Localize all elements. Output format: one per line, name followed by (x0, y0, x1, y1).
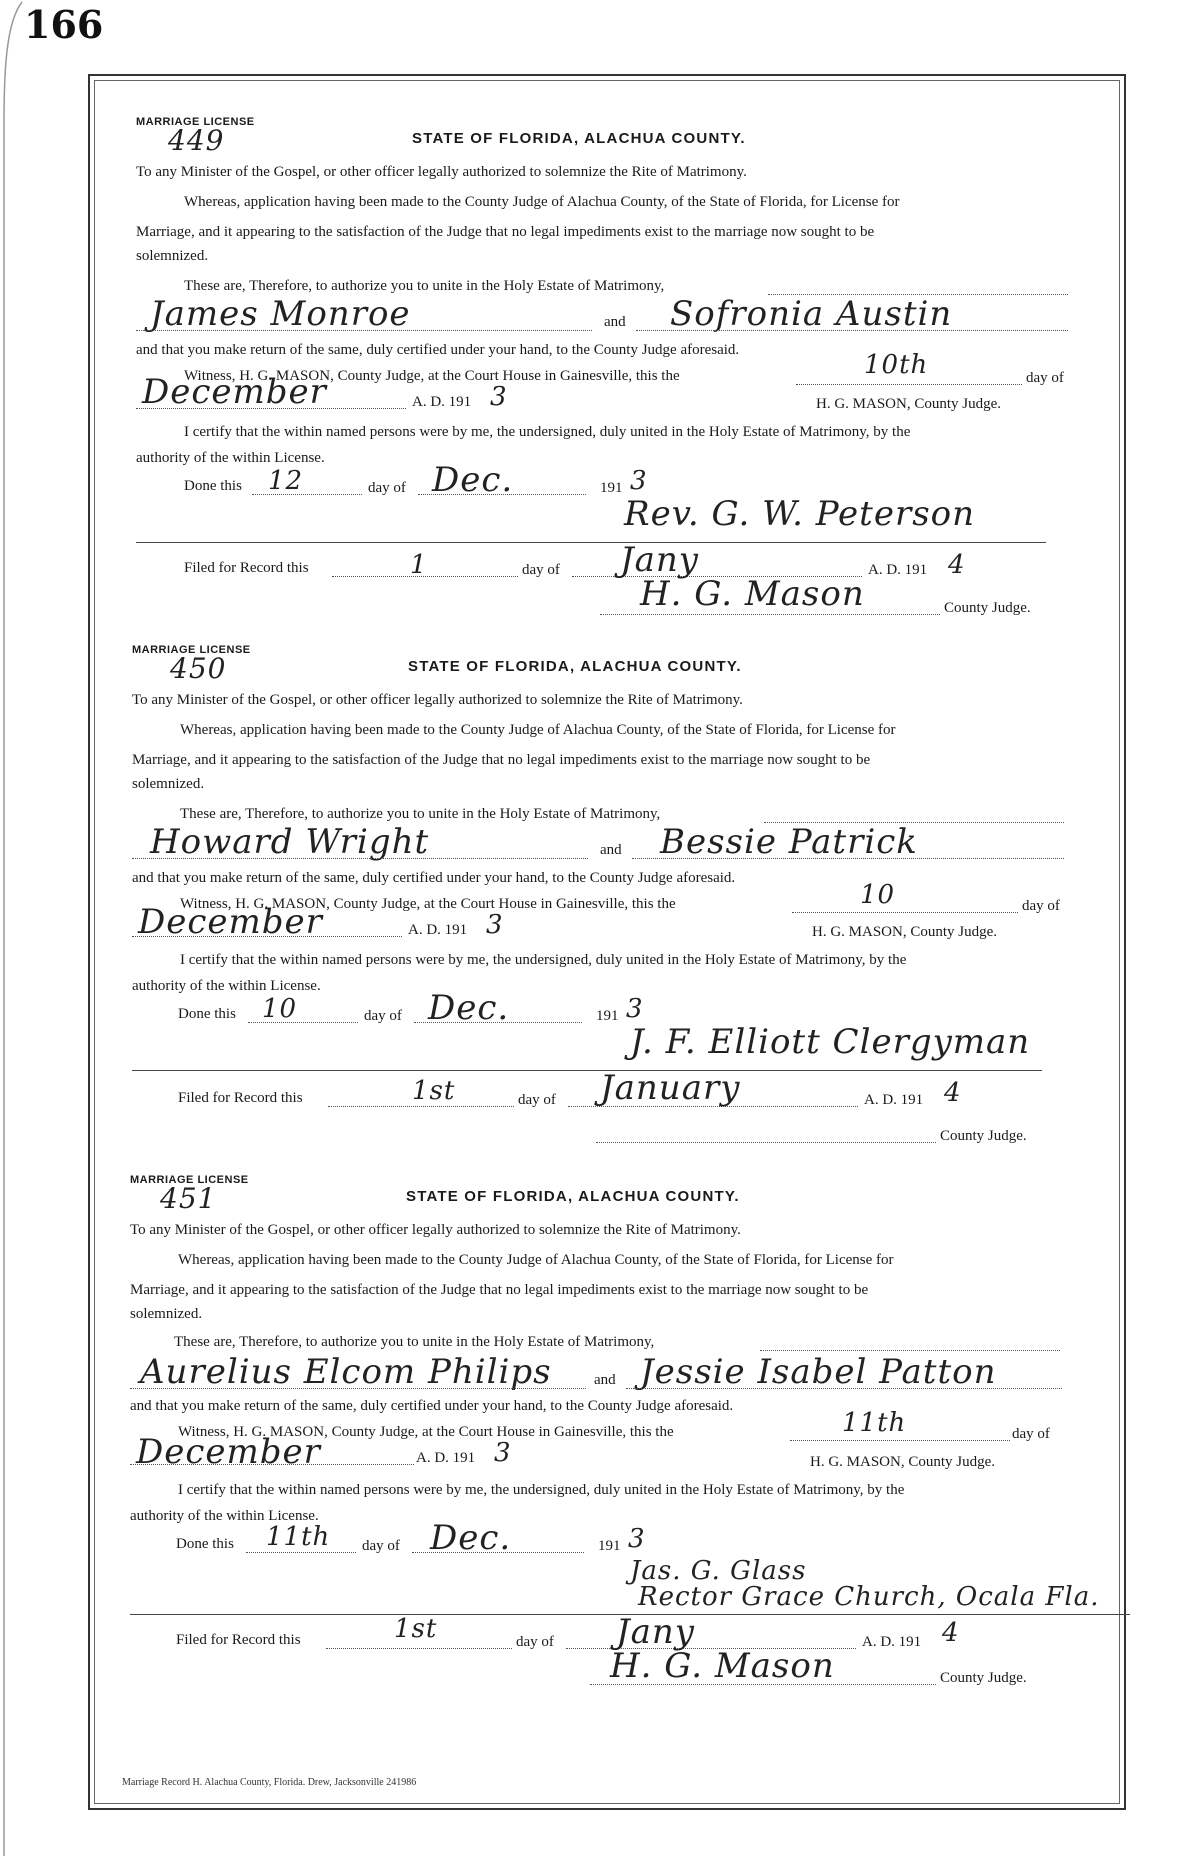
license-label: MARRIAGE LICENSE (136, 116, 255, 128)
and-word: and (604, 314, 626, 330)
witness-month: December (142, 372, 327, 412)
done-month: Dec. (432, 460, 514, 500)
filed-day: 1st (412, 1076, 456, 1106)
witness-month: December (138, 902, 323, 942)
done-this: Done this (178, 1006, 236, 1022)
day-of: day of (1012, 1426, 1050, 1442)
witness-line: Witness, H. G. MASON, County Judge, at the Court House in Gainesville, this the (180, 896, 676, 912)
done-month: Dec. (428, 988, 510, 1028)
county-judge: County Judge. (940, 1128, 1027, 1144)
filed-day-of: day of (516, 1634, 554, 1650)
officiant-signature: Jas. G. Glass (630, 1556, 807, 1586)
done-day-of: day of (362, 1538, 400, 1554)
license-number: 450 (170, 652, 227, 685)
witness-day: 11th (842, 1408, 907, 1438)
judge-signature: H. G. Mason (610, 1646, 835, 1686)
address-line: To any Minister of the Gospel, or other officer legally authorized to solemnize the Rite of Matrimony. (136, 164, 747, 180)
bride-name: Sofronia Austin (670, 294, 953, 334)
witness-line: Witness, H. G. MASON, County Judge, at the Court House in Gainesville, this the (184, 368, 680, 384)
judge-dots (596, 1142, 936, 1143)
certify-line-1: I certify that the within named persons were by me, the undersigned, duly united in the Holy Estate of Matrimony, by the (180, 952, 907, 968)
month-dots (132, 936, 402, 937)
day-of: day of (1026, 370, 1064, 386)
filed-day-of: day of (522, 562, 560, 578)
bride-dots (626, 1388, 1062, 1389)
filed-day: 1 (410, 550, 428, 580)
witness-day-dots (790, 1440, 1010, 1441)
done-year: 191 (598, 1538, 621, 1554)
certify-line-2: authority of the within License. (130, 1508, 319, 1524)
month-dots (136, 408, 406, 409)
whereas-line-2: Marriage, and it appearing to the satisfaction of the Judge that no legal impediments exist to the marriage now sought to be (136, 224, 875, 240)
these-are-line: These are, Therefore, to authorize you to unite in the Holy Estate of Matrimony, (180, 806, 661, 822)
whereas-line-1: Whereas, application having been made to the County Judge of Alachua County, of the State of Florida, for License for (178, 1252, 894, 1268)
done-year-digit: 3 (628, 1524, 646, 1554)
whereas-line-3: solemnized. (130, 1306, 203, 1322)
these-are-line: These are, Therefore, to authorize you to unite in the Holy Estate of Matrimony, (184, 278, 665, 294)
judge-printed: H. G. MASON, County Judge. (810, 1454, 996, 1470)
done-month: Dec. (430, 1518, 512, 1558)
judge-printed: H. G. MASON, County Judge. (816, 396, 1002, 412)
bride-dots (632, 858, 1064, 859)
filed-month: January (600, 1068, 741, 1108)
filed-day-of: day of (518, 1092, 556, 1108)
license-heading: STATE OF FLORIDA, ALACHUA COUNTY. (406, 1188, 740, 1205)
witness-day: 10th (864, 350, 929, 380)
certify-line-1: I certify that the within named persons were by me, the undersigned, duly united in the Holy Estate of Matrimony, by the (178, 1482, 905, 1498)
groom-name: Aurelius Elcom Philips (140, 1352, 552, 1392)
done-this: Done this (184, 478, 242, 494)
judge-printed: H. G. MASON, County Judge. (812, 924, 998, 940)
done-day-of: day of (364, 1008, 402, 1024)
license-number: 449 (168, 124, 225, 157)
done-year: 191 (600, 480, 623, 496)
address-line: To any Minister of the Gospel, or other officer legally authorized to solemnize the Rite of Matrimony. (130, 1222, 741, 1238)
filed-ad-year: A. D. 191 (864, 1092, 924, 1108)
done-day-of: day of (368, 480, 406, 496)
judge-dots (590, 1684, 936, 1685)
witness-month: December (136, 1432, 321, 1472)
filed-day-dots (326, 1648, 512, 1649)
done-day: 12 (268, 466, 304, 496)
day-of: day of (1022, 898, 1060, 914)
and-word: and (600, 842, 622, 858)
license-label: MARRIAGE LICENSE (130, 1174, 249, 1186)
witness-day-dots (796, 384, 1022, 385)
filed-day: 1st (394, 1614, 438, 1644)
license-heading: STATE OF FLORIDA, ALACHUA COUNTY. (412, 130, 746, 147)
done-day-dots (246, 1552, 356, 1553)
certify-line-2: authority of the within License. (132, 978, 321, 994)
officiant-signature: J. F. Elliott Clergyman (630, 1022, 1031, 1062)
bride-name: Bessie Patrick (660, 822, 918, 862)
certify-line-1: I certify that the within named persons were by me, the undersigned, duly united in the Holy Estate of Matrimony, by the (184, 424, 911, 440)
done-day: 10 (262, 994, 298, 1024)
address-line: To any Minister of the Gospel, or other officer legally authorized to solemnize the Rite of Matrimony. (132, 692, 743, 708)
filed-month: Jany (620, 540, 700, 580)
groom-name: Howard Wright (150, 822, 430, 862)
done-year-digit: 3 (626, 994, 644, 1024)
filed-day-dots (328, 1106, 514, 1107)
month-dots (130, 1464, 414, 1465)
filed-year-digit: 4 (942, 1618, 960, 1648)
whereas-line-2: Marriage, and it appearing to the satisfaction of the Judge that no legal impediments exist to the marriage now sought to be (130, 1282, 869, 1298)
witness-day-dots (792, 912, 1018, 913)
these-are-line: These are, Therefore, to authorize you to unite in the Holy Estate of Matrimony, (174, 1334, 655, 1350)
whereas-line-2: Marriage, and it appearing to the satisfaction of the Judge that no legal impediments exist to the marriage now sought to be (132, 752, 871, 768)
license-number: 451 (160, 1182, 217, 1215)
groom-dots (136, 330, 592, 331)
ad-year: A. D. 191 (412, 394, 472, 410)
and-word: and (594, 1372, 616, 1388)
license-heading: STATE OF FLORIDA, ALACHUA COUNTY. (408, 658, 742, 675)
whereas-line-1: Whereas, application having been made to the County Judge of Alachua County, of the State of Florida, for License for (184, 194, 900, 210)
groom-dots (132, 858, 588, 859)
ad-year-digit: 3 (486, 910, 504, 940)
filed-year-digit: 4 (944, 1078, 962, 1108)
certify-line-2: authority of the within License. (136, 450, 325, 466)
officiant-title: Rector Grace Church, Ocala Fla. (638, 1582, 1100, 1612)
judge-signature: H. G. Mason (640, 574, 865, 614)
binding-edge (0, 0, 30, 1856)
ad-year: A. D. 191 (416, 1450, 476, 1466)
officiant-rule (132, 1070, 1042, 1071)
these-are-dots (760, 1350, 1060, 1351)
footer-imprint: Marriage Record H. Alachua County, Florida. Drew, Jacksonville 241986 (122, 1777, 417, 1788)
filed-month: Jany (616, 1612, 696, 1652)
return-line: and that you make return of the same, duly certified under your hand, to the County Judge aforesaid. (136, 342, 740, 358)
officiant-signature: Rev. G. W. Peterson (624, 494, 976, 534)
bride-dots (636, 330, 1068, 331)
filed-for-record: Filed for Record this (184, 560, 309, 576)
ad-year-digit: 3 (490, 382, 508, 412)
groom-name: James Monroe (150, 294, 411, 334)
officiant-rule (136, 542, 1046, 543)
witness-line: Witness, H. G. MASON, County Judge, at the Court House in Gainesville, this the (178, 1424, 674, 1440)
done-this: Done this (176, 1536, 234, 1552)
done-year: 191 (596, 1008, 619, 1024)
filed-for-record: Filed for Record this (178, 1090, 303, 1106)
ad-year: A. D. 191 (408, 922, 468, 938)
witness-day: 10 (860, 880, 896, 910)
filed-ad-year: A. D. 191 (862, 1634, 922, 1650)
whereas-line-3: solemnized. (136, 248, 209, 264)
county-judge: County Judge. (944, 600, 1031, 616)
bride-name: Jessie Isabel Patton (640, 1352, 997, 1392)
filed-year-digit: 4 (948, 550, 966, 580)
whereas-line-1: Whereas, application having been made to the County Judge of Alachua County, of the State of Florida, for License for (180, 722, 896, 738)
license-label: MARRIAGE LICENSE (132, 644, 251, 656)
return-line: and that you make return of the same, duly certified under your hand, to the County Judge aforesaid. (132, 870, 736, 886)
filed-ad-year: A. D. 191 (868, 562, 928, 578)
whereas-line-3: solemnized. (132, 776, 205, 792)
done-year-digit: 3 (630, 466, 648, 496)
county-judge: County Judge. (940, 1670, 1027, 1686)
done-day: 11th (266, 1522, 331, 1552)
ad-year-digit: 3 (494, 1438, 512, 1468)
filed-for-record: Filed for Record this (176, 1632, 301, 1648)
groom-dots (130, 1388, 586, 1389)
return-line: and that you make return of the same, duly certified under your hand, to the County Judge aforesaid. (130, 1398, 734, 1414)
page-number: 166 (24, 2, 104, 47)
judge-dots (600, 614, 940, 615)
